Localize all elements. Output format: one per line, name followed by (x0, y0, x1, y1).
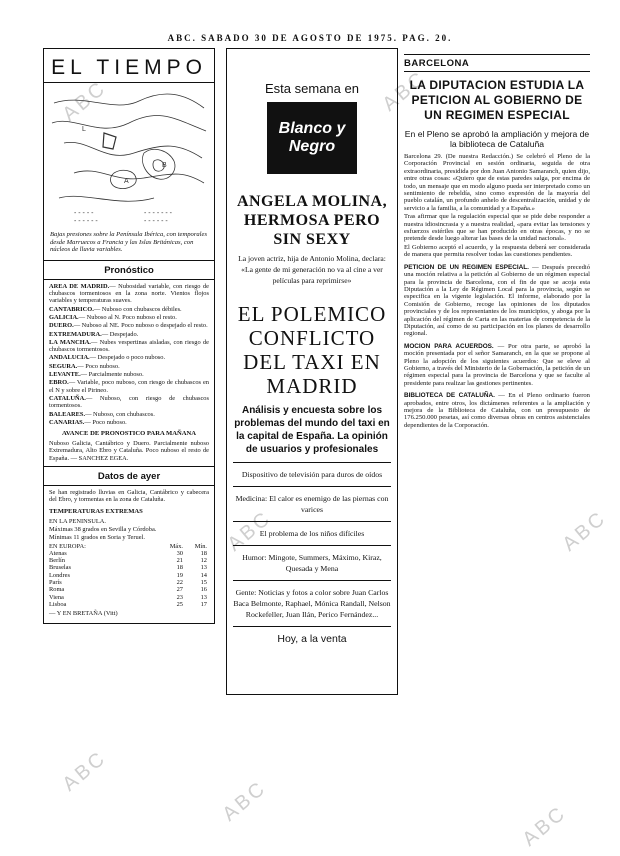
paragraph: — Después precedió una moción relativa a la petición al Gobierno de un régimen especial para la provincia de Barcelona, con el fin de que se acoja esta Diputación a la Ley de Régimen Local para la provincia, según se especifica en la vigente legislación. El informe, elaborado por la Comisión de Gobierno, recoge las opiniones de los diputados provinciales y de los representantes de los municipios, y aboga por la aplicación del régimen de Carta en las materias de competencia de la Diputación, así como de su participación en los planes de desarrollo regional. (404, 263, 591, 338)
forecast-item (44, 283, 214, 305)
region-name: SEGURA. (49, 362, 78, 370)
table-label: EN EUROPA: (49, 542, 86, 550)
watermark: ABC (518, 801, 572, 851)
watermark: ABC (218, 776, 272, 826)
watermark: ABC (58, 76, 112, 126)
watermark: ABC (378, 66, 432, 116)
region-forecast: — Nuboso con chubascos débiles. (93, 305, 182, 313)
city-max: 23 (176, 593, 183, 601)
article-headline: LA DIPUTACION ESTUDIA LA PETICION AL GOBIERNO DE UN REGIMEN ESPECIAL (409, 78, 585, 122)
region-forecast: — Parcialmente nuboso. (80, 371, 144, 379)
region-forecast: — Nuboso al N. Poco nuboso el resto. (78, 313, 177, 321)
city-min: 15 (200, 578, 207, 586)
forecast-item (44, 411, 214, 418)
forecast-item (44, 306, 214, 313)
city-min: 13 (200, 593, 207, 601)
article-deck: En el Pleno se aprobó la ampliación y mejora de la biblioteca de Cataluña (404, 129, 590, 149)
region-name: CANTABRICO. (49, 305, 94, 313)
svg-text:- - - - -: - - - - - (74, 210, 94, 217)
region-name: AREA DE MADRID. (49, 282, 110, 290)
city-name: Viena (49, 593, 64, 601)
paragraph: El Gobierno aceptó el acuerdo, y la respuesta deberá ser considerada de manera que permita resolver todas las cuestiones pendientes. (404, 243, 590, 259)
yesterday-title: Datos de ayer (44, 466, 214, 486)
forecast-item (44, 339, 214, 354)
table-row (49, 550, 207, 557)
region-name: ANDALUCIA. (49, 354, 90, 362)
weather-footer: — Y EN BRETAÑA (Vitt) (49, 610, 118, 618)
logo-text: Blanco y Negro (278, 120, 346, 155)
temp-min: Mínimas 11 grados en Soria y Teruel. (49, 534, 145, 542)
page-header: ABC. SABADO 30 DE AGOSTO DE 1975. PAG. 20. (167, 33, 453, 43)
section-petition (404, 264, 590, 338)
city-max: 22 (176, 578, 183, 586)
deck-angela: La joven actriz, hija de Antonio Molina, declara: «La gente de mi generación no va al cine a ver películas para reprimirse» (238, 254, 386, 285)
paragraph: Barcelona 29. (De nuestra Redacción.) Se celebró el Pleno de la Corporación Provincial en sesión ordinaria, seguida de otra extraordinaria, presidida por don Juan Antonio Samaranch, quien dijo, entre otras cosas: «Quiero que de estas paredes salga, por encima de todo, un mensaje que en modo alguno pueda ser interpretado como un sentimiento de rebeldía, sino como expresión de la mayoría del pueblo catalán, un profundo anhelo de descentralización, unidad y de servicio a la familia, a la comunidad y a España.» (404, 153, 590, 212)
forecast-item (44, 314, 214, 321)
region-name: GALICIA. (49, 313, 79, 321)
divider (233, 580, 391, 581)
city-max: 27 (176, 586, 183, 594)
forecast-title: Pronóstico (44, 260, 214, 280)
divider (233, 462, 391, 463)
blanco-y-negro-ad (226, 48, 398, 695)
ad-item: El problema de los niños difíciles (259, 529, 365, 538)
ad-intro: Esta semana en (265, 81, 359, 96)
forecast-list (44, 280, 214, 426)
max-header: Máx. (169, 542, 183, 550)
watermark: ABC (223, 506, 277, 556)
subhead: BIBLIOTECA DE CATALUÑA. (404, 392, 495, 400)
ad-items (233, 462, 391, 627)
divider (233, 626, 391, 627)
region-forecast: — Nubosidad variable, con riesgo de chubascos tormentosos en la zona norte. Vientos flojos variables y temperaturas suaves. (49, 282, 210, 305)
region-name: BALEARES. (49, 410, 86, 418)
city-min: 14 (200, 571, 207, 579)
europe-temp-table (49, 543, 207, 609)
forecast-item (44, 379, 214, 394)
magazine-logo (267, 102, 357, 174)
ad-item: Humor: Mingote, Summers, Máximo, Kiraz, Quesada y Mena (242, 553, 382, 573)
city-name: París (49, 578, 62, 586)
region-forecast: — Nubes vespertinas aisladas, con riesgo de chubascos tormentosos. (49, 338, 209, 354)
city-max: 19 (176, 571, 183, 579)
barcelona-article (404, 54, 590, 430)
subhead: MOCION PARA ACUERDOS. (404, 342, 494, 350)
region-name: LEVANTE. (49, 371, 81, 379)
city-max: 21 (176, 557, 183, 565)
svg-text:L: L (82, 126, 86, 133)
region-name: CANARIAS. (49, 418, 85, 426)
forecast-item (44, 371, 214, 378)
city-min: 16 (200, 586, 207, 594)
svg-text:- - - - - -: - - - - - - (74, 218, 98, 225)
region-forecast: — Poco nuboso. (84, 418, 127, 426)
map-caption: Bajas presiones sobre la Península Ibérica, con temporales desde Marruecos a Francia y las Islas Británicas, con núcleos de lluvia variables. (50, 231, 208, 254)
watermark: ABC (58, 746, 112, 796)
region-forecast: — Variable, poco nuboso, con riesgo de chubascos en el N y sobre el Pirineo. (49, 379, 209, 394)
min-header: Mín. (194, 542, 207, 550)
svg-text:- - - - - -: - - - - - - (144, 218, 168, 225)
region-forecast: — Despejado. (101, 330, 139, 338)
table-row (49, 564, 207, 571)
forecast-item (44, 363, 214, 370)
divider (233, 545, 391, 546)
city-max: 30 (176, 549, 183, 557)
region-name: LA MANCHA. (49, 338, 91, 346)
ad-item: Gente: Noticias y fotos a color sobre Juan Carlos Baca Belmonte, Raphael, Mónica Randall, Nelson Rockefeller, Juan Ilán, Perico Fernández... (233, 588, 391, 619)
headline-taxi: EL POLEMICO CONFLICTO DEL TAXI EN MADRID (237, 302, 387, 398)
yesterday-text: Se han registrado lluvias en Galicia, Cantábrico y cabecera del Ebro, y tormentas en la zona de Cataluña. (49, 489, 209, 504)
region-name: DUERO. (49, 322, 74, 330)
city-name: Lisboa (49, 600, 67, 608)
section-library (404, 392, 590, 429)
divider (233, 521, 391, 522)
city-name: Roma (49, 586, 65, 594)
region-name: EBRO. (49, 379, 69, 387)
paragraph: — Por otra parte, se aprobó la moción presentada por el señor Samaranch, en la que se propone al Pleno la adopción de los siguientes acuerdos: Que se eleve al Gobierno, a través del Ministerio de la Gobernación, la petición de un régimen especial para la provincia de Barcelona y que se faculte al presidente para realizar las gestiones pertinentes. (404, 342, 590, 387)
city-name: Bruselas (49, 564, 72, 572)
on-sale-today: Hoy, a la venta (277, 633, 347, 645)
table-row (49, 557, 207, 564)
city-max: 25 (176, 600, 183, 608)
forecast-item (44, 419, 214, 426)
table-row (49, 601, 207, 608)
city-min: 17 (200, 600, 207, 608)
advance-text: Nuboso Galicia, Cantábrico y Duero. Parcialmente nuboso Extremadura, Alto Ebro y Cataluña. Poco nuboso el resto de España. — SANCHEZ EGEA. (49, 440, 209, 462)
subhead: PETICION DE UN REGIMEN ESPECIAL. (404, 263, 529, 271)
temp-max: Máximas 38 grados en Sevilla y Córdoba. (49, 525, 157, 533)
ad-item: Dispositivo de televisión para duros de oídos (241, 470, 383, 479)
region-name: EXTREMADURA. (49, 330, 102, 338)
city-min: 13 (200, 564, 207, 572)
svg-text:B: B (162, 162, 167, 169)
weather-column (43, 48, 215, 624)
section-motion (404, 343, 590, 387)
divider (233, 486, 391, 487)
paragraph: — En el Pleno ordinario fueron aprobados, entre otros, los dictámenes referentes a la ampliación y mejora de la Biblioteca de Cataluña, con un presupuesto de 176.250.000 pesetas, así como diversas obras en centros asistenciales dependientes de la Corporación. (404, 392, 590, 429)
city-max: 18 (176, 564, 183, 572)
region-forecast: — Nuboso, con chubascos. (85, 410, 155, 418)
table-row (49, 579, 207, 586)
temp-sub: EN LA PENINSULA. (49, 517, 106, 525)
headline-angela: ANGELA MOLINA, HERMOSA PERO SIN SEXY (236, 193, 388, 248)
svg-text:A: A (124, 178, 129, 185)
paragraph: Tras afirmar que la regulación especial que se pide debe responder a nuestra idiosincrasia y a nuestra realidad, «para evitar las tensiones y esfuerzos estériles que se han producido en otras épocas, y no se pretende desde luego alterar las bases de la unidad nacional». (404, 213, 590, 243)
table-row (49, 572, 207, 579)
ad-item: Medicina: El calor es enemigo de las piernas con varices (235, 494, 389, 514)
region-forecast: — Nuboso al NE. Poco nuboso o despejado el resto. (73, 322, 208, 330)
section-location: BARCELONA (404, 54, 590, 72)
city-min: 12 (200, 557, 207, 565)
svg-text:- - - - - - -: - - - - - - - (144, 210, 172, 217)
table-row (49, 586, 207, 593)
weather-map (44, 83, 214, 231)
city-name: Londres (49, 571, 70, 579)
region-forecast: — Poco nuboso. (77, 362, 120, 370)
city-min: 18 (200, 549, 207, 557)
table-row (49, 594, 207, 601)
temp-title: TEMPERATURAS EXTREMAS (49, 507, 143, 515)
region-name: CATALUÑA. (49, 394, 86, 402)
weather-title: EL TIEMPO (44, 49, 214, 83)
forecast-item (44, 331, 214, 338)
city-name: Atenas (49, 549, 67, 557)
forecast-item (44, 322, 214, 329)
city-name: Berlín (49, 557, 65, 565)
forecast-item (44, 354, 214, 361)
watermark: ABC (558, 506, 612, 556)
taxi-analysis: Análisis y encuesta sobre los problemas del mundo del taxi en la capital de España. La opinión de usuarios y profesionales (234, 405, 390, 455)
region-forecast: — Nuboso, con riesgo de chubascos tormentosos. (49, 394, 209, 410)
advance-title: AVANCE DE PRONOSTICO PARA MAÑANA (61, 430, 197, 438)
forecast-item (44, 395, 214, 410)
region-forecast: — Despejado o poco nuboso. (89, 354, 166, 362)
